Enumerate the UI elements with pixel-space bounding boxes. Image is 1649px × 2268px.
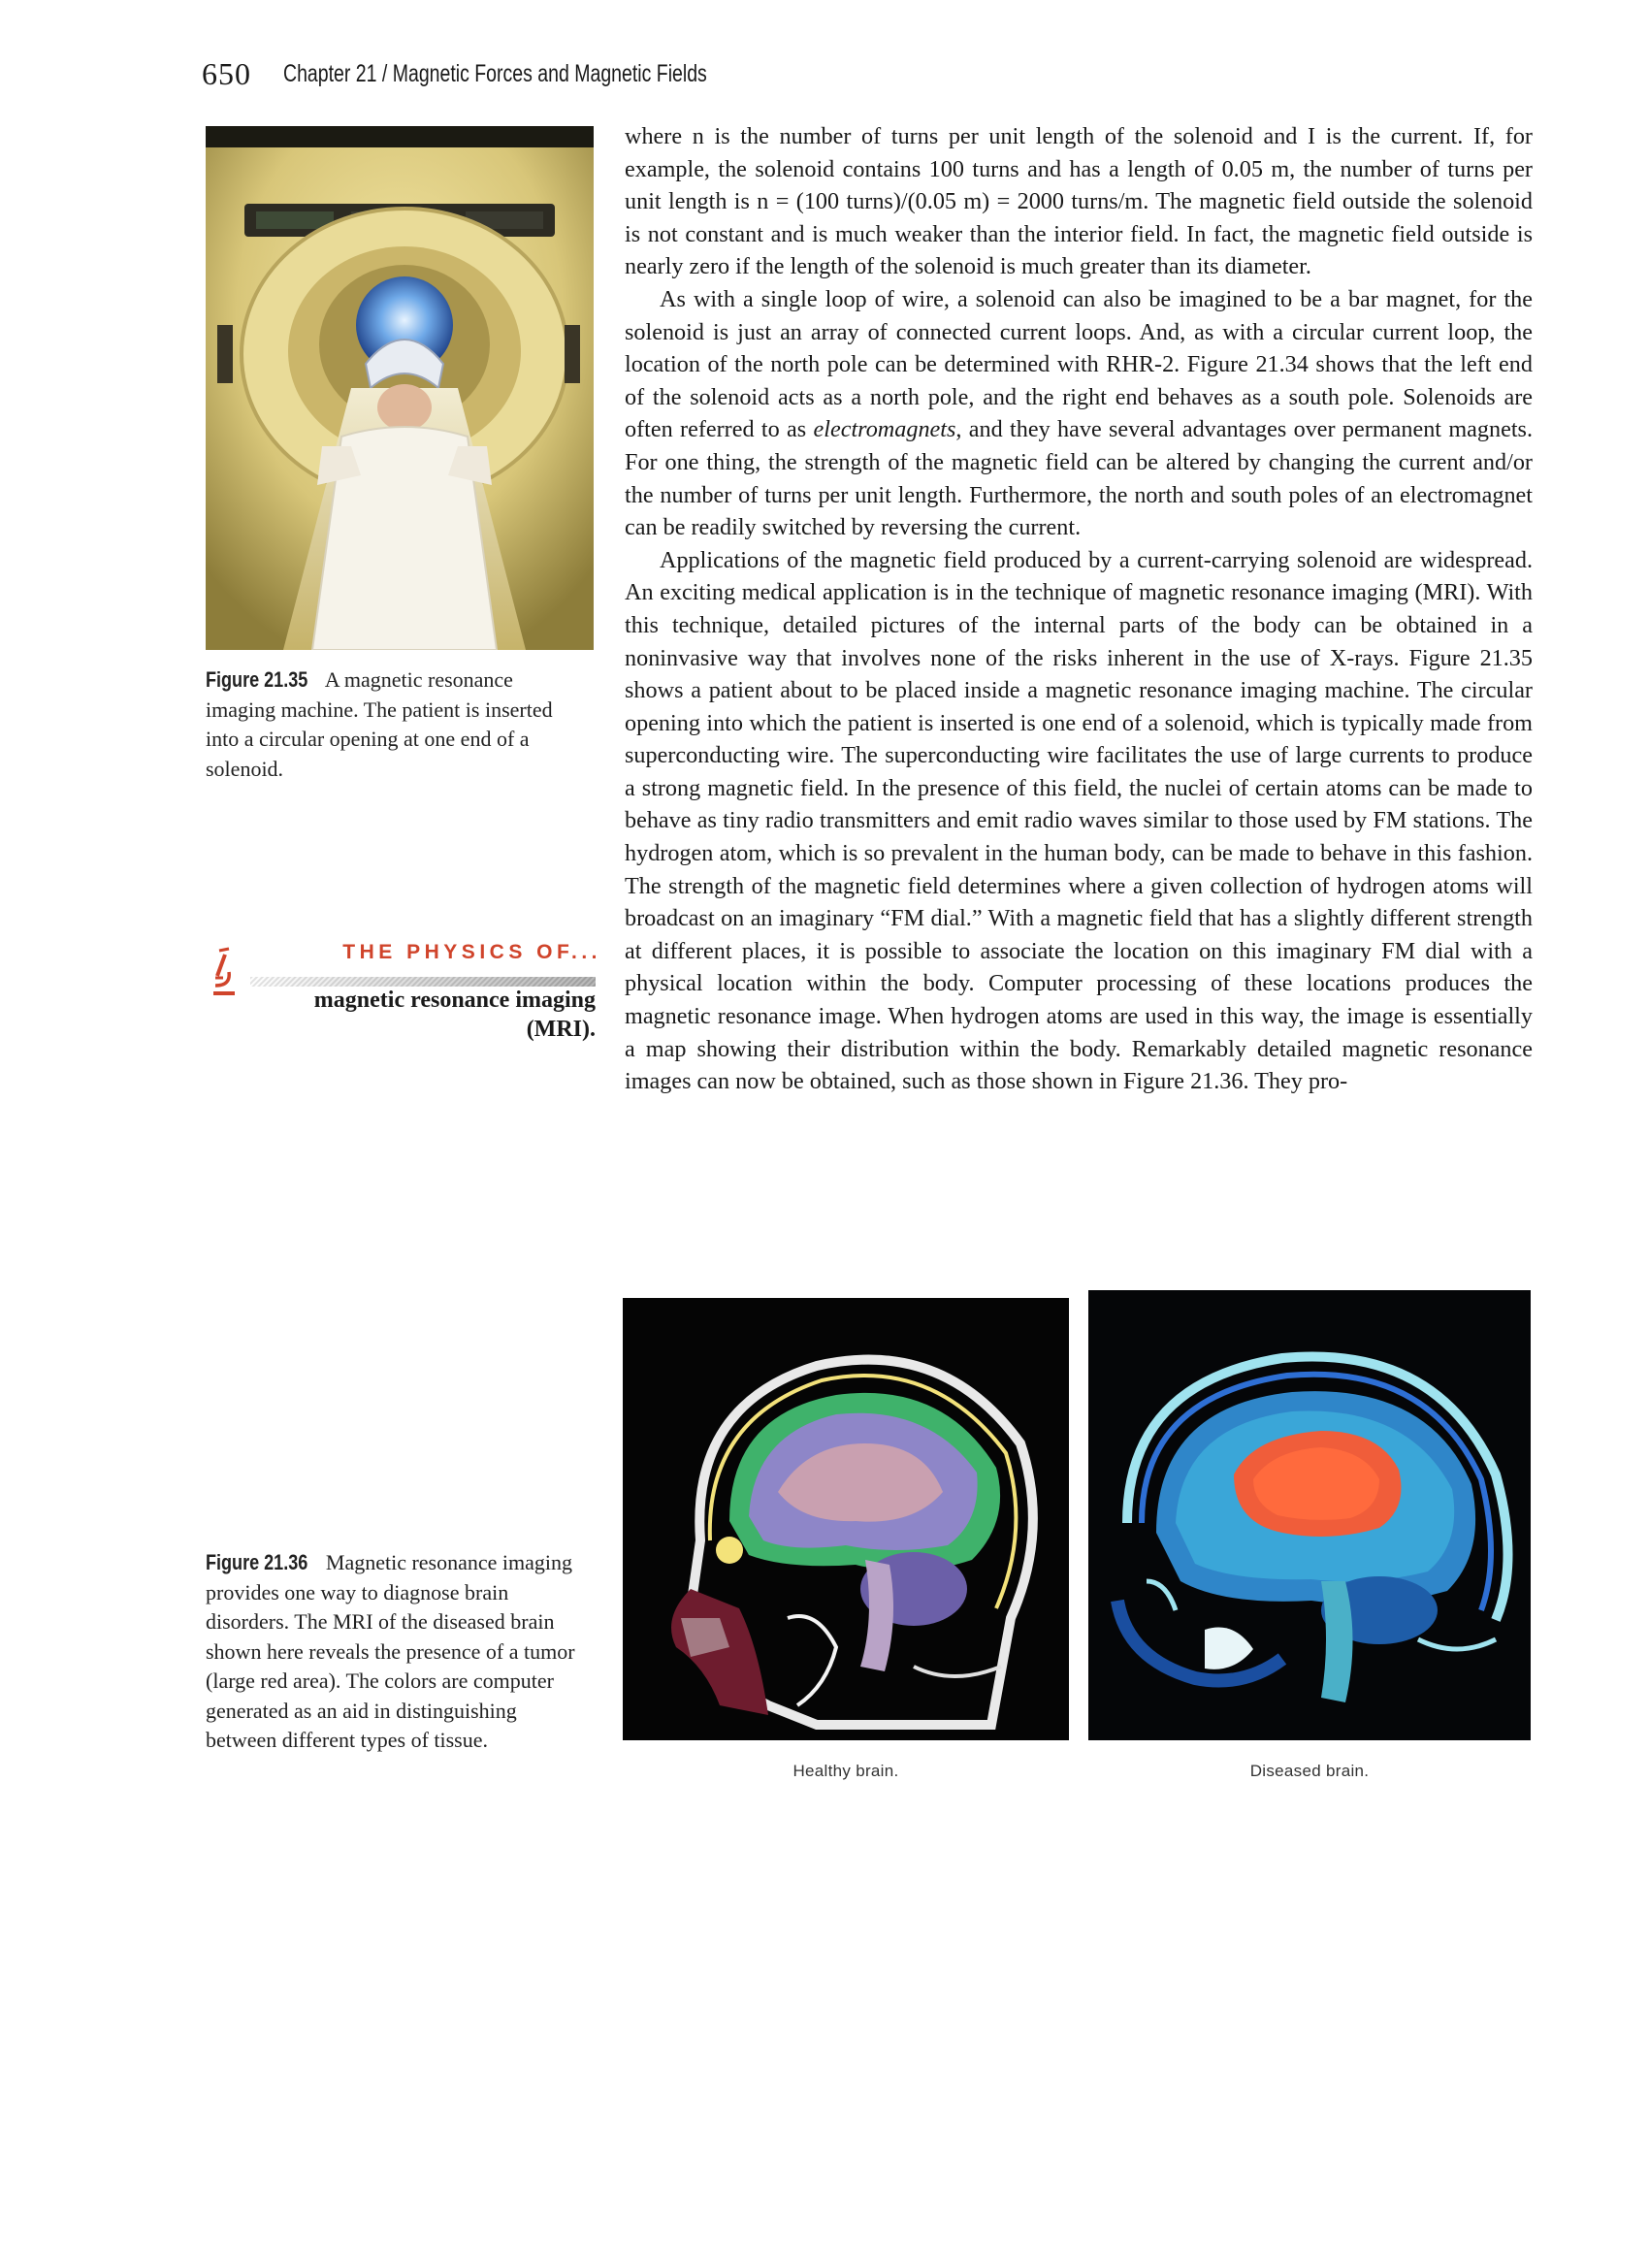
figure-label: Figure 21.35 [206, 667, 308, 692]
physics-of-heading: THE PHYSICS OF... [342, 941, 601, 963]
paragraph [625, 283, 1533, 544]
physics-of-topic [281, 986, 596, 1044]
paragraph-text: As with a single loop of wire, a solenoid can also be imagined to be a bar magnet, for the solenoid is just an array of connected current loops. And, as with a circular current loop, the location of the north pole can be determined with RHR-2. Figure 21.34 shows that the left end of the solenoid acts as a north pole, and the right end behaves as a south pole. Solenoids are often referred to as [625, 285, 1533, 443]
healthy-brain-mri [623, 1298, 1069, 1740]
page-number: 650 [202, 56, 251, 91]
healthy-brain-label: Healthy brain. [792, 1762, 899, 1780]
figure-label: Figure 21.36 [206, 1550, 308, 1574]
running-head: Chapter 21 / Magnetic Forces and Magnetic Fields [283, 60, 707, 87]
figure-21-36-caption [206, 1548, 584, 1756]
physics-of-topic-line: (MRI). [526, 1017, 596, 1042]
paragraph: where n is the number of turns per unit length of the solenoid and I is the current. If, for example, the solenoid contains 100 turns and has a length of 0.05 m, the number of turns per unit length is n = (100 turns)/(0.05 m) = 2000 turns/m. The magnetic field outside the solenoid is not constant and is much weaker than the interior field. In fact, the magnetic field outside is nearly zero if the length of the solenoid is much greater than its diameter. [625, 123, 1533, 280]
physics-of-topic-line: magnetic resonance imaging [313, 988, 596, 1013]
microscope-icon [206, 947, 241, 999]
paragraph: Applications of the magnetic field produced by a current-carrying solenoid are widespread. An exciting medical application is in the technique of magnetic resonance imaging (MRI). With this technique, detailed pictures of the internal parts of the body can be obtained in a noninvasive way that involves none of the risks inherent in the use of X-rays. Figure 21.35 shows a patient about to be placed inside a magnetic resonance imaging machine. The circular opening into which the patient is inserted is one end of a solenoid, which is typically made from superconducting wire. The superconducting wire facilitates the use of large currents to produce a strong magnetic field. In the presence of this field, the nuclei of certain atoms can be made to behave as tiny radio transmitters and emit radio waves similar to those used by FM stations. The hydrogen atom, which is so prevalent in the human body, can be made to behave in this fashion. The strength of the magnetic field determines where a given collection of hydrogen atoms will broadcast on an imaginary “FM dial.” With a magnetic field that has a slightly different strength at different places, it is possible to associate the location on this imaginary FM dial with a physical location within the body. Computer processing of these locations produces the magnetic resonance image. When hydrogen atoms are used in this way, the image is essentially a map showing their distribution within the body. Remarkably detailed magnetic resonance images can now be obtained, such as those shown in Figure 21.36. They pro- [625, 546, 1533, 1095]
diseased-brain-label: Diseased brain. [1249, 1762, 1370, 1780]
paragraph-text: , and they have several advantages over permanent magnets. For one thing, the strength of the magnetic field can be altered by changing the current and/or the number of turns per unit length. Furthermore, the north and south poles of an electromagnet can be readily switched by reversing the current. [625, 416, 1533, 541]
body-text [625, 120, 1533, 1098]
caption-text: A magnetic resonance imaging machine. The patient is inserted into a circular opening at one end of a solenoid. [206, 667, 553, 781]
mri-machine-photo [206, 126, 594, 650]
figure-21-35-caption [206, 665, 561, 784]
caption-text: Magnetic resonance imaging provides one way to diagnose brain disorders. The MRI of the diseased brain shown here reveals the presence of a tumor (large red area). The colors are computer generated as an aid in distinguishing between different types of tissue. [206, 1550, 575, 1752]
emphasis: electromagnets [813, 416, 956, 443]
physics-of-rule [250, 974, 596, 984]
diseased-brain-mri [1088, 1290, 1531, 1740]
